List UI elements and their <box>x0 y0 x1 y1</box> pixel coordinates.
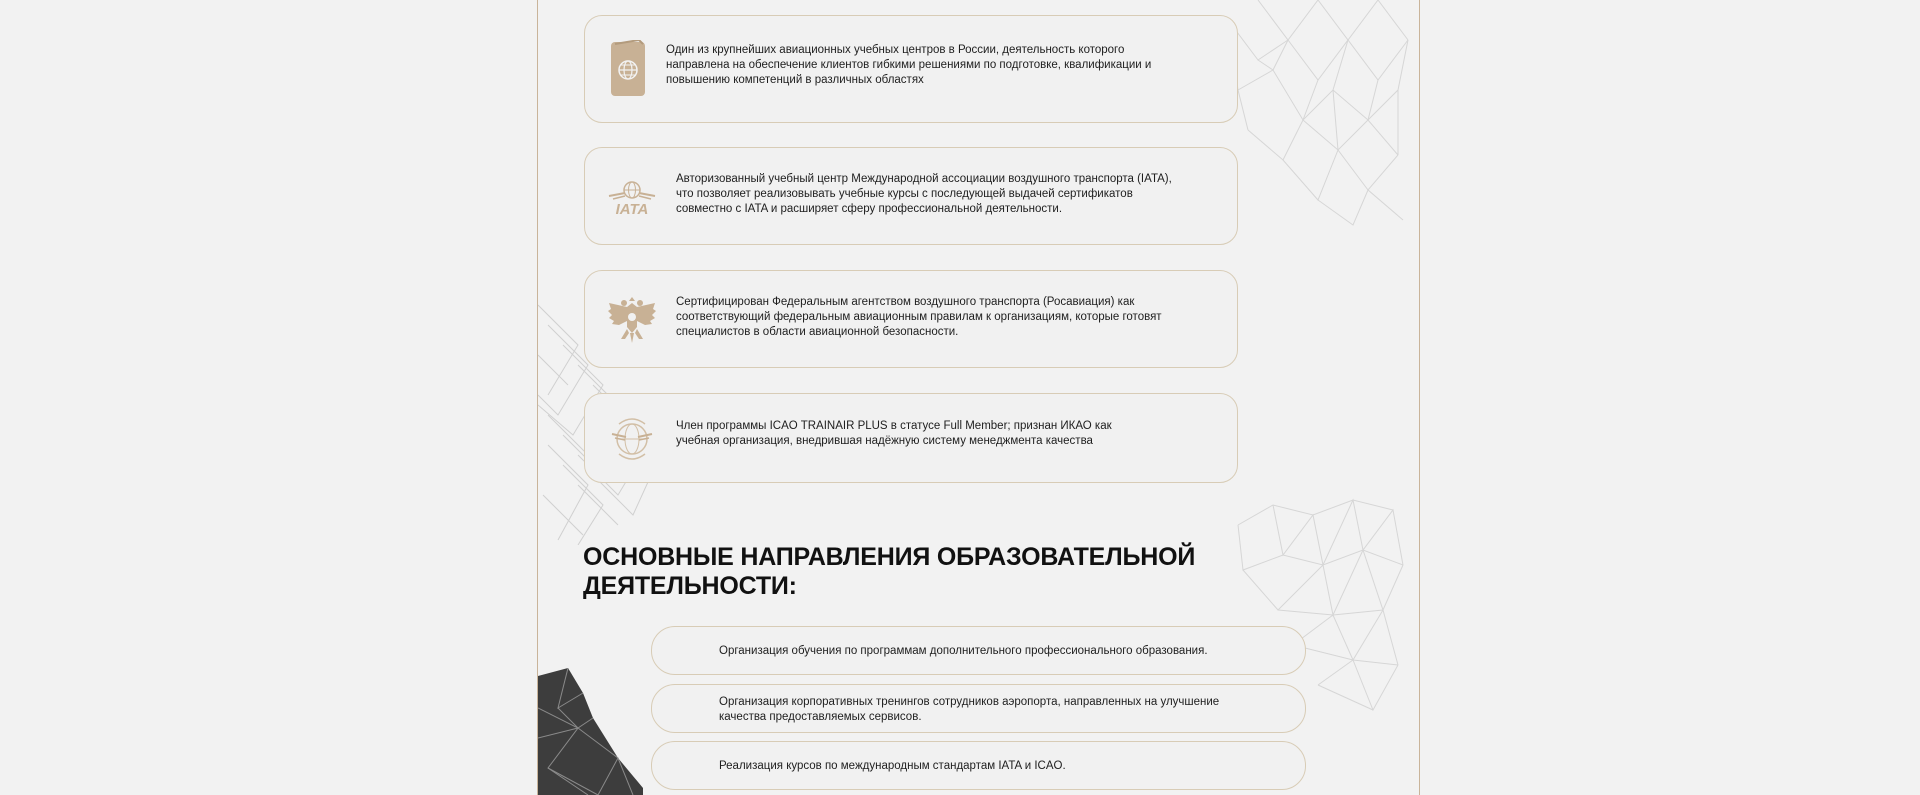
direction-text: Организация корпоративных тренингов сотрудников аэропорта, направленных на улучшение качества предоставляемых сервисов. <box>719 696 1220 723</box>
direction-text: Организация обучения по программам дополнительного профессионального образования. <box>719 645 1208 657</box>
feature-text: Член программы ICAO TRAINAIR PLUS в статусе Full Member; признан ИКАО как учебная организация, внедрившая надёжную систему менеджмента качества <box>676 420 1112 447</box>
direction-item <box>651 626 1306 675</box>
section-title: ОСНОВНЫЕ НАПРАВЛЕНИЯ ОБРАЗОВАТЕЛЬНОЙ ДЕЯТЕЛЬНОСТИ: <box>583 543 1196 600</box>
iata-logo-text: IATA <box>615 201 649 216</box>
direction-text: Реализация курсов по международным стандартам IATA и ICAO. <box>719 760 1066 772</box>
content-column <box>537 0 1420 795</box>
double-headed-eagle-icon <box>607 293 657 345</box>
iata-logo-icon <box>607 180 657 216</box>
geometric-pattern-mid-right <box>1233 495 1419 715</box>
feature-card-passport <box>584 15 1238 123</box>
feature-card-iata <box>584 147 1238 245</box>
geometric-pattern-top-right <box>1228 0 1419 230</box>
icao-emblem-icon <box>609 416 655 462</box>
feature-text: Сертифицирован Федеральным агентством воздушного транспорта (Росавиация) как соответствующий федеральным авиационным правилам к организациям, которые готовят специалистов в области авиационной безопасности. <box>676 296 1162 338</box>
direction-item <box>651 741 1306 790</box>
feature-text: Один из крупнейших авиационных учебных центров в России, деятельность которого направлена на обеспечение клиентов гибкими решениями по подготовке, квалификации и повышению компетенций в различных областях <box>666 44 1152 86</box>
feature-text: Авторизованный учебный центр Международной ассоциации воздушного транспорта (IATA), что позволяет реализовывать учебные курсы с последующей выдачей сертификатов совместно с IATA и расширяет сферу профессиональной деятельности. <box>676 173 1172 215</box>
dark-geometric-block <box>538 668 648 795</box>
feature-card-rosaviatsiya <box>584 270 1238 368</box>
direction-item <box>651 684 1306 733</box>
feature-card-icao <box>584 393 1238 483</box>
passport-icon <box>609 40 647 98</box>
